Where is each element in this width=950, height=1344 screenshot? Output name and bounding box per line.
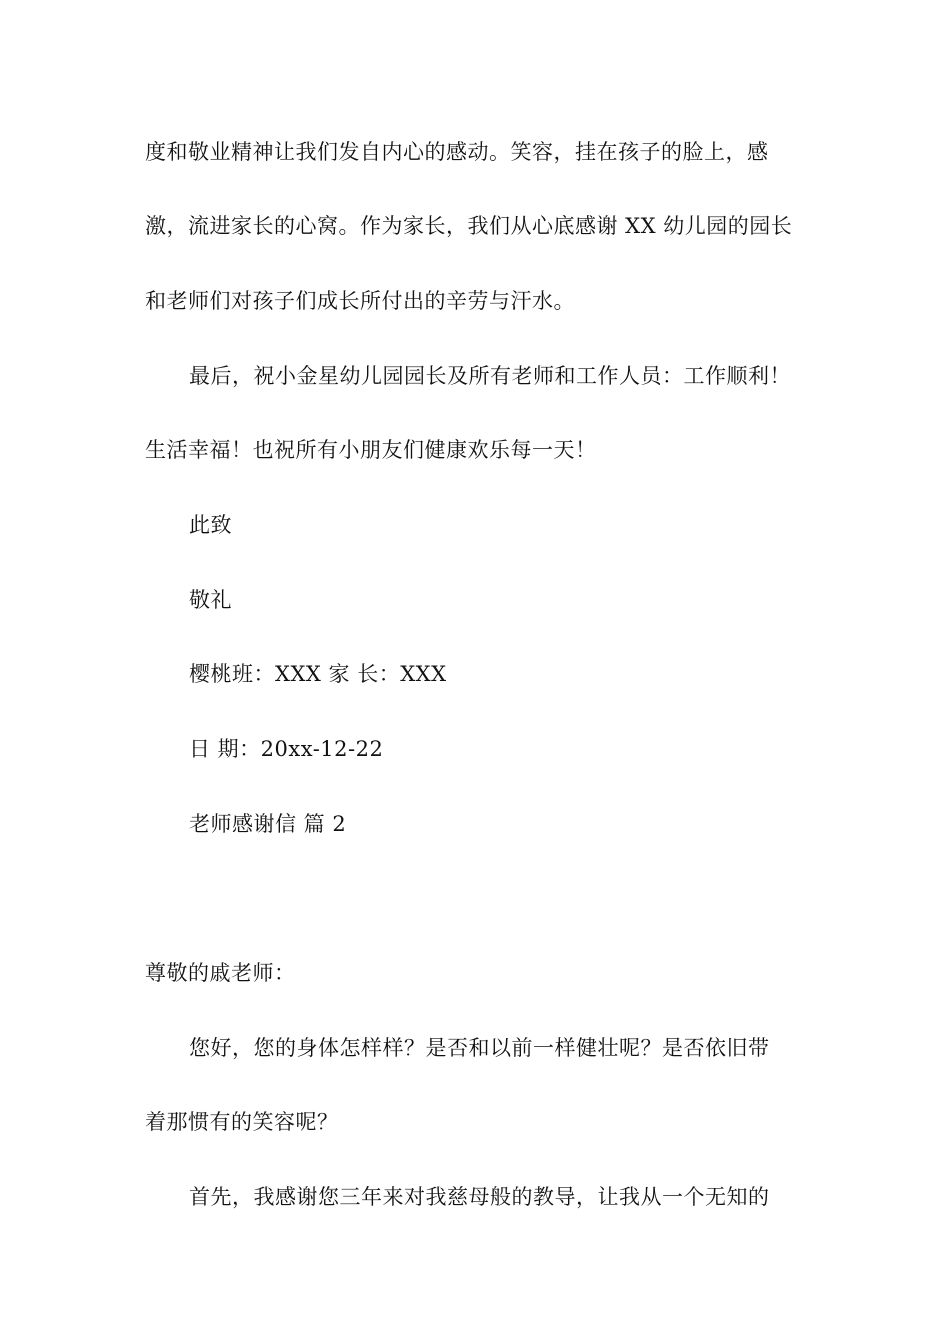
signature-line: 樱桃班：XXX 家 长：XXX: [189, 662, 447, 686]
section-heading: 老师感谢信 篇 2: [189, 812, 347, 836]
date-line: 日 期：20xx-12-22: [189, 737, 384, 761]
greeting: 尊敬的戚老师：: [145, 961, 296, 985]
body-text-line: 首先，我感谢您三年来对我慈母般的教导，让我从一个无知的: [189, 1185, 770, 1209]
body-text-line: 生活幸福！也祝所有小朋友们健康欢乐每一天！: [145, 438, 597, 462]
closing-regards: 敬礼: [189, 588, 232, 612]
body-text-line: 度和敬业精神让我们发自内心的感动。笑容，挂在孩子的脸上，感: [145, 140, 769, 164]
body-text-line: 和老师们对孩子们成长所付出的辛劳与汗水。: [145, 289, 575, 313]
body-text-line: 着那惯有的笑容呢？: [145, 1110, 339, 1134]
body-text-line: 您好，您的身体怎样样？是否和以前一样健壮呢？是否依旧带: [189, 1036, 770, 1060]
closing-salutation: 此致: [189, 513, 232, 537]
body-text-line: 最后，祝小金星幼儿园园长及所有老师和工作人员：工作顺利！: [189, 364, 791, 388]
body-text-line: 激，流进家长的心窝。作为家长，我们从心底感谢 XX 幼儿园的园长: [145, 214, 793, 238]
